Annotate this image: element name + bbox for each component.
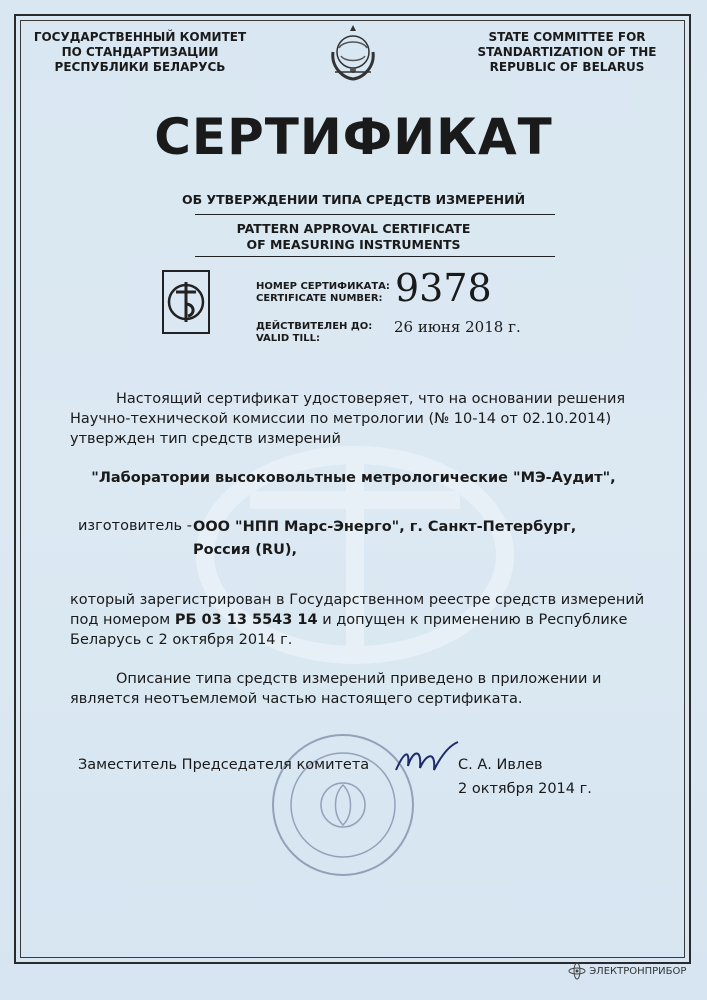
signature-icon <box>392 740 462 780</box>
header-right-en: STATE COMMITTEE FOR STANDARTIZATION OF THE REPUBLIC OF BELARUS <box>477 30 657 74</box>
register-number: РБ 03 13 5543 14 <box>174 612 318 628</box>
subtitle-ru: ОБ УТВЕРЖДЕНИИ ТИПА СРЕДСТВ ИЗМЕРЕНИЙ <box>181 192 526 207</box>
divider <box>195 256 555 257</box>
belarus-emblem-icon <box>325 22 381 82</box>
signer-position: Заместитель Председателя комитета <box>78 757 370 773</box>
atom-icon <box>568 962 586 980</box>
signer-name: С. А. Ивлев <box>458 757 543 773</box>
instrument-name: "Лаборатории высоковольтные метрологические "МЭ-Аудит", <box>91 470 616 486</box>
valid-till-label: ДЕЙСТВИТЕЛЕН ДО: VALID TILL: <box>256 321 373 344</box>
certificate-number-label: НОМЕР СЕРТИФИКАТА: CERTIFICATE NUMBER: <box>256 281 390 304</box>
header-left-ru: ГОСУДАРСТВЕННЫЙ КОМИТЕТ ПО СТАНДАРТИЗАЦИИ РЕСПУБЛИКИ БЕЛАРУСЬ <box>33 30 247 74</box>
description-paragraph: Описание типа средств измерений приведено в приложении и является неотъемлемой частью настоящего сертификата. <box>70 671 602 707</box>
valid-till-date: 26 июня 2018 г. <box>394 318 521 336</box>
stb-logo-icon <box>162 270 210 334</box>
subtitle-en: PATTERN APPROVAL CERTIFICATE OF MEASURING INSTRUMENTS <box>236 221 471 252</box>
intro-paragraph: Настоящий сертификат удостоверяет, что на основании решения Научно-технической комиссии по метрологии (№ 10-14 от 02.10.2014) утвержден тип средств измерений <box>70 391 626 447</box>
manufacturer-label: изготовитель - <box>78 518 192 534</box>
certificate-number: 9378 <box>395 266 492 310</box>
manufacturer-value: ООО "НПП Марс-Энерго", г. Санкт-Петербург, Россия (RU), <box>193 519 577 558</box>
divider <box>195 214 555 215</box>
footer-brand: ЭЛЕКТРОНПРИБОР <box>568 962 686 980</box>
page-title: СЕРТИФИКАТ <box>154 108 553 166</box>
signature-date: 2 октября 2014 г. <box>458 781 592 797</box>
registry-paragraph: который зарегистрирован в Государственном реестре средств измерений под номером РБ 03 13 5543 14 и допущен к применению в Республике Беларусь с 2 октября 2014 г. <box>70 592 645 648</box>
